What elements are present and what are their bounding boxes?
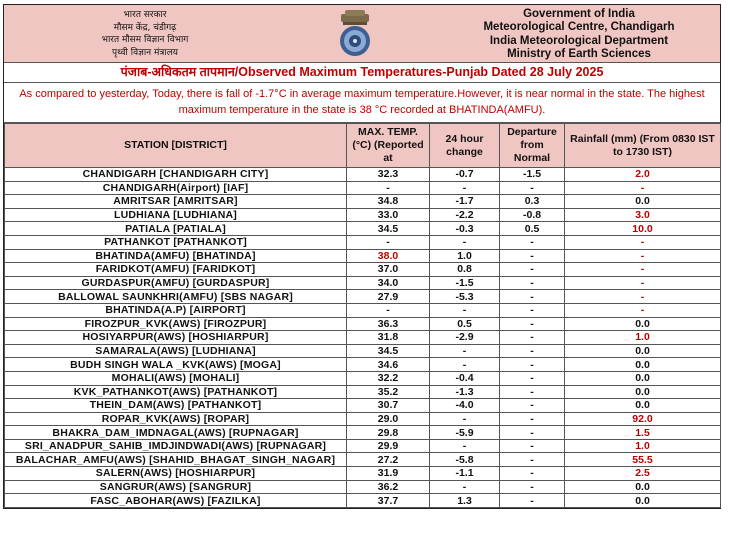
departure-cell: - [500,344,565,358]
rainfall-cell: 92.0 [565,412,721,426]
departure-cell: - [500,494,565,508]
station-cell: BALLOWAL SAUNKHRI(AMFU) [SBS NAGAR] [5,290,347,304]
table-row [5,467,721,481]
table-row [5,276,721,290]
rainfall-cell: 1.0 [565,331,721,345]
departure-cell: - [500,385,565,399]
rainfall-cell: 3.0 [565,208,721,222]
change-cell: -4.0 [430,399,500,413]
change-cell: 0.5 [430,317,500,331]
rainfall-cell: 0.0 [565,344,721,358]
table-row [5,412,721,426]
departure-cell: - [500,439,565,453]
departure-cell: - [500,235,565,249]
rainfall-cell: 0.0 [565,195,721,209]
change-cell: -5.8 [430,453,500,467]
rainfall-cell: 0.0 [565,371,721,385]
table-row [5,317,721,331]
station-cell: FASC_ABOHAR(AWS) [FAZILKA] [5,494,347,508]
max-temp-cell: 34.6 [347,358,430,372]
hindi-line: पृथ्वी विज्ञान मंत्रालय [111,47,179,58]
rainfall-cell: 0.0 [565,399,721,413]
table-row [5,263,721,277]
table-row [5,344,721,358]
station-cell: BUDH SINGH WALA _KVK(AWS) [MOGA] [5,358,347,372]
station-cell: BHAKRA_DAM_IMDNAGAL(AWS) [RUPNAGAR] [5,426,347,440]
english-line: Meteorological Centre, Chandigarh [483,21,675,34]
english-line: India Meteorological Department [489,34,669,47]
change-cell: - [430,303,500,317]
change-cell: -5.9 [430,426,500,440]
station-cell: ROPAR_KVK(AWS) [ROPAR] [5,412,347,426]
departure-cell: -0.8 [500,208,565,222]
max-temp-cell: - [347,303,430,317]
departure-cell: 0.3 [500,195,565,209]
change-cell: -0.4 [430,371,500,385]
change-cell: - [430,344,500,358]
change-cell: -1.1 [430,467,500,481]
table-row [5,331,721,345]
station-cell: BALACHAR_AMFU(AWS) [SHAHID_BHAGAT_SINGH_NAGAR] [5,453,347,467]
table-row [5,371,721,385]
max-temp-cell: 37.0 [347,263,430,277]
table-row [5,480,721,494]
max-temp-cell: 36.2 [347,480,430,494]
table-row [5,290,721,304]
max-temp-cell: 34.5 [347,344,430,358]
max-temp-cell: - [347,235,430,249]
change-cell: 1.3 [430,494,500,508]
max-temp-cell: 29.9 [347,439,430,453]
rainfall-cell: 2.5 [565,467,721,481]
hindi-line: भारत सरकार [123,10,167,20]
max-temp-cell: 32.2 [347,371,430,385]
max-temp-cell: 27.2 [347,453,430,467]
station-cell: BHATINDA(A.P) [AIRPORT] [5,303,347,317]
max-temp-cell: 29.0 [347,412,430,426]
change-cell: -1.3 [430,385,500,399]
departure-cell: - [500,399,565,413]
change-cell: -0.7 [430,168,500,182]
table-row [5,222,721,236]
max-temp-cell: 31.8 [347,331,430,345]
change-cell: - [430,235,500,249]
max-temp-cell: 29.8 [347,426,430,440]
col-change: 24 hour change [430,124,500,168]
change-cell: -1.5 [430,276,500,290]
departure-cell: - [500,317,565,331]
table-row [5,195,721,209]
max-temp-cell: 34.0 [347,276,430,290]
max-temp-cell: 33.0 [347,208,430,222]
station-cell: PATHANKOT [PATHANKOT] [5,235,347,249]
station-cell: SRI_ANADPUR_SAHIB_IMDJINDWADI(AWS) [RUPNAGAR] [5,439,347,453]
change-cell: - [430,480,500,494]
departure-cell: - [500,331,565,345]
station-cell: BHATINDA(AMFU) [BHATINDA] [5,249,347,263]
rainfall-cell: 0.0 [565,494,721,508]
change-cell: 0.8 [430,263,500,277]
station-cell: FARIDKOT(AMFU) [FARIDKOT] [5,263,347,277]
station-cell: KVK_PATHANKOT(AWS) [PATHANKOT] [5,385,347,399]
report-summary: As compared to yesterday, Today, there is fall of -1.7°C in average maximum temperature.However, it is near normal in the state. The highest maximum temperature in the state is 38 °C recorded at BHATINDA(AMFU). [4,83,720,123]
change-cell: 1.0 [430,249,500,263]
departure-cell: 0.5 [500,222,565,236]
rainfall-cell: - [565,290,721,304]
max-temp-cell: 36.3 [347,317,430,331]
report-title: पंजाब-अधिकतम तापमान/Observed Maximum Temperatures-Punjab Dated 28 July 2025 [4,63,720,83]
rainfall-cell: 2.0 [565,168,721,182]
weather-report-sheet [3,4,721,509]
english-line: Government of India [523,8,635,20]
rainfall-cell: 0.0 [565,317,721,331]
change-cell: - [430,181,500,195]
rainfall-cell: - [565,303,721,317]
rainfall-cell: 1.5 [565,426,721,440]
rainfall-cell: 0.0 [565,480,721,494]
max-temp-cell: 27.9 [347,290,430,304]
departure-cell: - [500,412,565,426]
col-max-temp: MAX. TEMP.(°C) (Reported at [347,124,430,168]
rainfall-cell: - [565,263,721,277]
rainfall-cell: 10.0 [565,222,721,236]
table-row [5,453,721,467]
max-temp-cell: 37.7 [347,494,430,508]
report-header [4,5,720,63]
station-cell: FIROZPUR_KVK(AWS) [FIROZPUR] [5,317,347,331]
table-row [5,439,721,453]
table-row [5,494,721,508]
max-temp-cell: 31.9 [347,467,430,481]
table-row [5,303,721,317]
table-row [5,426,721,440]
rainfall-cell: - [565,276,721,290]
temperature-table [4,123,721,508]
table-row [5,249,721,263]
max-temp-cell: 32.3 [347,168,430,182]
departure-cell: - [500,426,565,440]
station-cell: LUDHIANA [LUDHIANA] [5,208,347,222]
departure-cell: - [500,480,565,494]
departure-cell: - [500,249,565,263]
station-cell: THEIN_DAM(AWS) [PATHANKOT] [5,399,347,413]
english-org-block [474,8,684,62]
max-temp-cell: 34.5 [347,222,430,236]
change-cell: -1.7 [430,195,500,209]
change-cell: -2.9 [430,331,500,345]
max-temp-cell: 35.2 [347,385,430,399]
station-cell: GURDASPUR(AMFU) [GURDASPUR] [5,276,347,290]
station-cell: MOHALI(AWS) [MOHALI] [5,371,347,385]
table-row [5,208,721,222]
departure-cell: - [500,358,565,372]
station-cell: SALERN(AWS) [HOSHIARPUR] [5,467,347,481]
col-station: STATION [DISTRICT] [5,124,347,168]
change-cell: - [430,412,500,426]
rainfall-cell: - [565,235,721,249]
station-cell: CHANDIGARH(Airport) [IAF] [5,181,347,195]
english-line: Ministry of Earth Sciences [507,48,651,61]
departure-cell: -1.5 [500,168,565,182]
max-temp-cell: 34.8 [347,195,430,209]
table-row [5,399,721,413]
table-row [5,181,721,195]
col-departure: Departure from Normal [500,124,565,168]
station-cell: HOSIYARPUR(AWS) [HOSHIARPUR] [5,331,347,345]
table-header-row [5,124,721,168]
table-row [5,358,721,372]
station-cell: SAMARALA(AWS) [LUDHIANA] [5,344,347,358]
table-row [5,385,721,399]
departure-cell: - [500,371,565,385]
departure-cell: - [500,303,565,317]
state-emblem-icon [335,10,375,58]
change-cell: -5.3 [430,290,500,304]
hindi-line: भारत मौसम विज्ञान विभाग [101,35,189,46]
change-cell: - [430,358,500,372]
col-rainfall: Rainfall (mm) (From 0830 IST to 1730 IST) [565,124,721,168]
rainfall-cell: 0.0 [565,385,721,399]
hindi-org-block [66,9,224,59]
rainfall-cell: - [565,249,721,263]
rainfall-cell: - [565,181,721,195]
rainfall-cell: 0.0 [565,358,721,372]
table-row [5,168,721,182]
change-cell: -0.3 [430,222,500,236]
table-row [5,235,721,249]
station-cell: PATIALA [PATIALA] [5,222,347,236]
departure-cell: - [500,467,565,481]
change-cell: -2.2 [430,208,500,222]
rainfall-cell: 1.0 [565,439,721,453]
max-temp-cell: 38.0 [347,249,430,263]
departure-cell: - [500,263,565,277]
station-cell: AMRITSAR [AMRITSAR] [5,195,347,209]
max-temp-cell: 30.7 [347,399,430,413]
hindi-line: मौसम केंद्र, चंडीगढ़ [113,22,177,33]
max-temp-cell: - [347,181,430,195]
change-cell: - [430,439,500,453]
departure-cell: - [500,290,565,304]
station-cell: SANGRUR(AWS) [SANGRUR] [5,480,347,494]
station-cell: CHANDIGARH [CHANDIGARH CITY] [5,168,347,182]
departure-cell: - [500,453,565,467]
rainfall-cell: 55.5 [565,453,721,467]
departure-cell: - [500,181,565,195]
departure-cell: - [500,276,565,290]
